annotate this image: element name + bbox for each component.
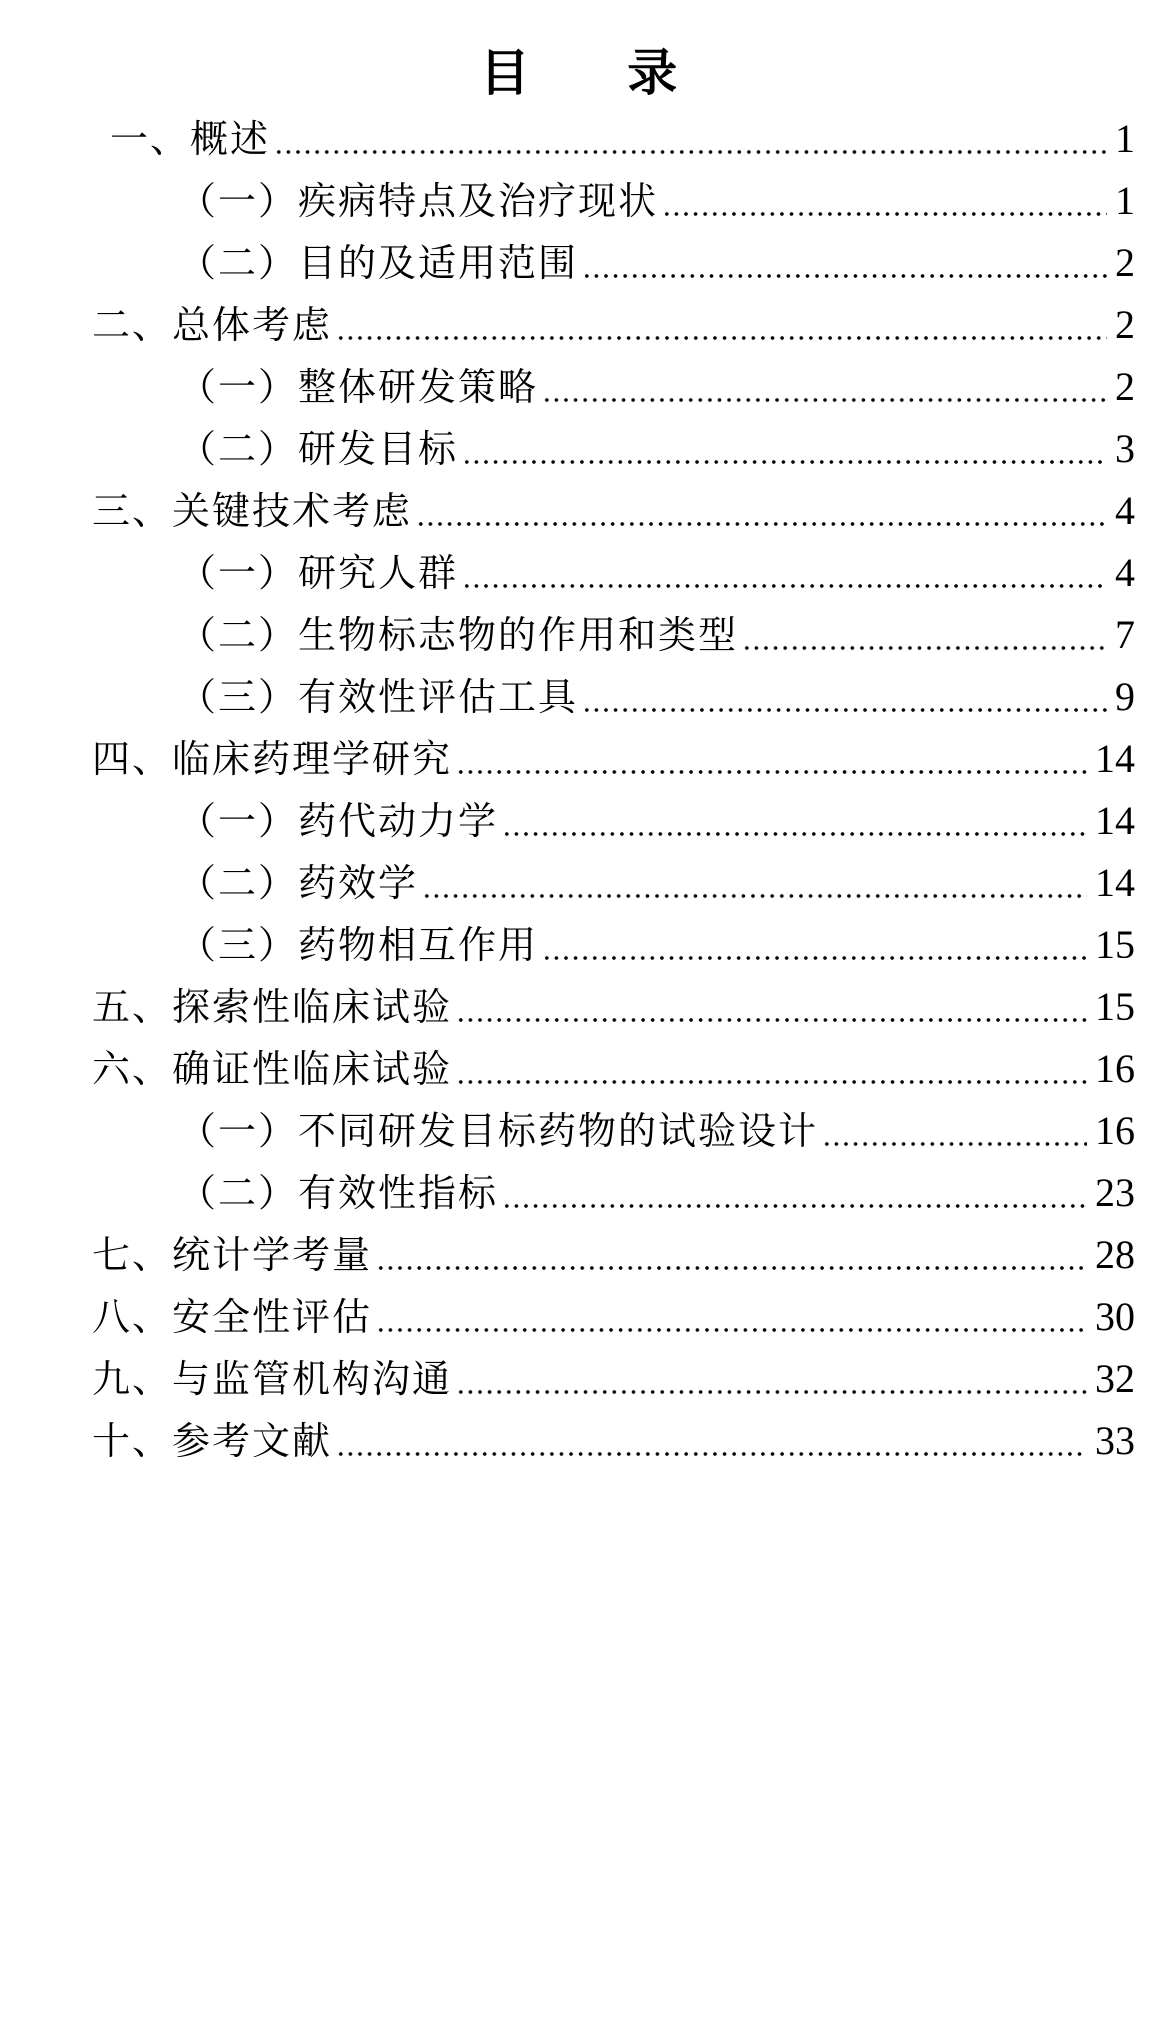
toc-entry[interactable] (92, 1349, 1135, 1409)
toc-entry[interactable] (178, 915, 1135, 975)
toc-entry[interactable] (92, 1225, 1135, 1285)
toc-entry-label: 八、安全性评估 (92, 1295, 373, 1339)
toc-entry[interactable] (178, 853, 1135, 913)
toc-entry[interactable] (92, 295, 1135, 355)
toc-entry-label: （二）生物标志物的作用和类型 (178, 613, 739, 657)
toc-entry[interactable] (92, 977, 1135, 1037)
toc-entry-page: 14 (1095, 798, 1135, 843)
toc-entry[interactable] (178, 1163, 1135, 1223)
toc-dot-leader (502, 832, 1087, 836)
toc-entry-label: （一）疾病特点及治疗现状 (178, 179, 659, 223)
toc-entry[interactable] (92, 1411, 1135, 1471)
toc-dot-leader (742, 646, 1107, 650)
toc-dot-leader (582, 708, 1107, 712)
toc-dot-leader (662, 212, 1107, 216)
toc-entry[interactable] (178, 233, 1135, 293)
toc-dot-leader (456, 1018, 1087, 1022)
toc-entry[interactable] (92, 1287, 1135, 1347)
toc-entry-label: （一）研究人群 (178, 551, 459, 595)
toc-entry-page: 15 (1095, 984, 1135, 1029)
toc-entry-label: （三）有效性评估工具 (178, 675, 579, 719)
toc-entry-page: 33 (1095, 1418, 1135, 1463)
toc-entry-page: 30 (1095, 1294, 1135, 1339)
toc-dot-leader (336, 336, 1107, 340)
toc-dot-leader (462, 460, 1107, 464)
toc-entry-page: 3 (1115, 426, 1135, 471)
toc-entry-page: 7 (1115, 612, 1135, 657)
toc-entry-label: （一）不同研发目标药物的试验设计 (178, 1109, 819, 1153)
toc-dot-leader (822, 1142, 1087, 1146)
toc-entry[interactable] (178, 791, 1135, 851)
toc-entry-label: 十、参考文献 (92, 1419, 333, 1463)
toc-dot-leader (274, 150, 1107, 154)
toc-entry[interactable] (178, 543, 1135, 603)
toc-entry[interactable] (178, 419, 1135, 479)
toc-entry[interactable] (92, 1039, 1135, 1099)
toc-entry[interactable] (178, 357, 1135, 417)
toc-entry-label: （二）药效学 (178, 861, 419, 905)
toc-dot-leader (542, 956, 1087, 960)
toc-entry[interactable] (178, 171, 1135, 231)
toc-entry-page: 14 (1095, 860, 1135, 905)
toc-entry-label: （二）研发目标 (178, 427, 459, 471)
toc-entry-page: 1 (1115, 178, 1135, 223)
toc-dot-leader (422, 894, 1087, 898)
toc-entry[interactable] (178, 605, 1135, 665)
toc-dot-leader (376, 1328, 1087, 1332)
toc-entry-label: （二）有效性指标 (178, 1171, 499, 1215)
toc-entry-label: 四、临床药理学研究 (92, 737, 453, 781)
toc-entry-page: 14 (1095, 736, 1135, 781)
toc-entry-label: 五、探索性临床试验 (92, 985, 453, 1029)
toc-entry-label: 六、确证性临床试验 (92, 1047, 453, 1091)
toc-entry[interactable] (110, 109, 1135, 169)
toc-entry[interactable] (178, 1101, 1135, 1161)
toc-entry-page: 9 (1115, 674, 1135, 719)
toc-entry-label: （一）药代动力学 (178, 799, 499, 843)
toc-entry[interactable] (178, 667, 1135, 727)
toc-dot-leader (542, 398, 1107, 402)
toc-entry[interactable] (92, 481, 1135, 541)
toc-entry-page: 2 (1115, 240, 1135, 285)
toc-dot-leader (456, 1080, 1087, 1084)
toc-dot-leader (462, 584, 1107, 588)
toc-entry-label: （一）整体研发策略 (178, 365, 539, 409)
toc-dot-leader (416, 522, 1107, 526)
toc-entry-label: 七、统计学考量 (92, 1233, 373, 1277)
toc-entry-page: 4 (1115, 550, 1135, 595)
toc-entry-page: 4 (1115, 488, 1135, 533)
toc-entry-label: 二、总体考虑 (92, 303, 333, 347)
toc-entry-page: 32 (1095, 1356, 1135, 1401)
toc-entry-page: 16 (1095, 1108, 1135, 1153)
toc-entry-label: 九、与监管机构沟通 (92, 1357, 453, 1401)
toc-entry-label: 三、关键技术考虑 (92, 489, 413, 533)
toc-entry-label: 一、概述 (110, 117, 271, 161)
toc-entry-page: 23 (1095, 1170, 1135, 1215)
toc-dot-leader (336, 1452, 1087, 1456)
toc-entry[interactable] (92, 729, 1135, 789)
toc-dot-leader (456, 1390, 1087, 1394)
toc-dot-leader (502, 1204, 1087, 1208)
toc-dot-leader (376, 1266, 1087, 1270)
toc-title: 目 录 (479, 44, 718, 102)
toc-entry-page: 15 (1095, 922, 1135, 967)
toc-entry-page: 2 (1115, 364, 1135, 409)
toc-entry-page: 16 (1095, 1046, 1135, 1091)
toc-entry-label: （三）药物相互作用 (178, 923, 539, 967)
toc-entry-page: 1 (1115, 116, 1135, 161)
toc-dot-leader (582, 274, 1107, 278)
toc-entry-label: （二）目的及适用范围 (178, 241, 579, 285)
toc-dot-leader (456, 770, 1087, 774)
toc-entry-page: 28 (1095, 1232, 1135, 1277)
toc-entry-page: 2 (1115, 302, 1135, 347)
